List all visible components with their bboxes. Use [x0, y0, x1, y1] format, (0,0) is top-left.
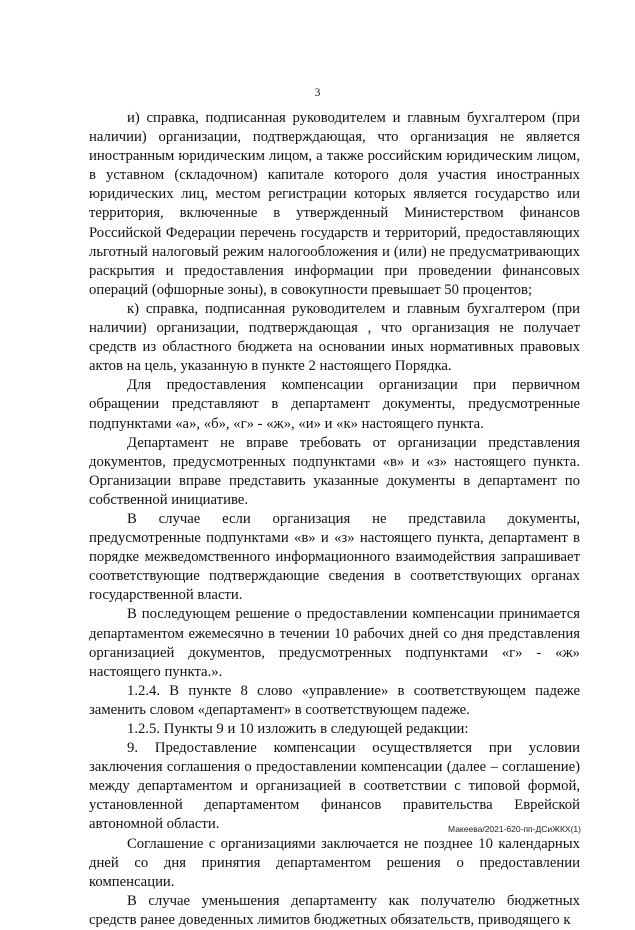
paragraph-item-k: к) справка, подписанная руководителем и главным бухгалтером (при наличии) организации, подтверждающая , что организация не получает средств из областного бюджета на основании иных нормативных правовых актов на цель, указанную в пункте 2 настоящего Порядка.	[89, 300, 580, 375]
footer-document-code: Макеева/2021-620-пп-ДСиЖКХ(1)	[448, 824, 581, 834]
paragraph-limits-reduction: В случае уменьшения департаменту как получателю бюджетных средств ранее доведенных лимитов бюджетных обязательств, приводящего к	[89, 892, 580, 928]
paragraph-subsequent-decision: В последующем решение о предоставлении компенсации принимается департаментом ежемесячно в течении 10 рабочих дней со дня представления организацией документов, предусмотренных подпунктами «г» - «ж» настоящего пункта.».	[89, 606, 580, 680]
paragraph-department-not-entitled: Департамент не вправе требовать от организации представления документов, предусмотренных подпунктами «в» и «з» настоящего пункта. Организации вправе представить указанные документы в департамент по собственной инициативе.	[89, 434, 580, 508]
paragraph-clause-1-2-4: 1.2.4. В пункте 8 слово «управление» в соответствующем падеже заменить словом «департамент» в соответствующем падеже.	[89, 682, 580, 718]
paragraph-item-i: и) справка, подписанная руководителем и главным бухгалтером (при наличии) организации, подтверждающая, что организация не является иностранным юридическим лицом, а также российским юридическим лицом, в уставном (складочном) капитале которого доля участия иностранных юридических лиц, местом регистрации которых является государство или территория, включенные в утвержденный Министерством финансов Российской Федерации перечень государств и территорий, предоставляющих льготный налоговый режим налогообложения и (или) не предусматривающих раскрытия и предоставления информации при проведении финансовых операций (офшорные зоны), в совокупности превышает 50 процентов;	[89, 110, 580, 298]
document-body	[89, 109, 580, 930]
paragraph-clause-1-2-5: 1.2.5. Пункты 9 и 10 изложить в следующей редакции:	[127, 721, 469, 737]
paragraph-clause-9: 9. Предоставление компенсации осуществляется при условии заключения соглашения о предоставлении компенсации (далее – соглашение) между департаментом и организацией в соответствии с типовой формой, установленной департаментом финансов правительства Еврейской автономной области.	[89, 740, 580, 833]
paragraph-interagency-request: В случае если организация не представила документы, предусмотренные подпунктами «в» и «з» настоящего пункта, департамент в порядке межведомственного информационного взаимодействия запрашивает соответствующие подтверждающие сведения в соответствующих органах государственной власти.	[89, 510, 580, 604]
paragraph-initial-submission: Для предоставления компенсации организации при первичном обращении представляют в департамент документы, предусмотренные подпунктами «а», «б», «г» - «ж», «и» и «к» настоящего пункта.	[89, 377, 580, 432]
paragraph-agreement-deadline: Соглашение с организациями заключается не позднее 10 календарных дней со дня принятия департаментом решения о предоставлении компенсации.	[89, 835, 580, 890]
page-number: 3	[314, 87, 321, 99]
